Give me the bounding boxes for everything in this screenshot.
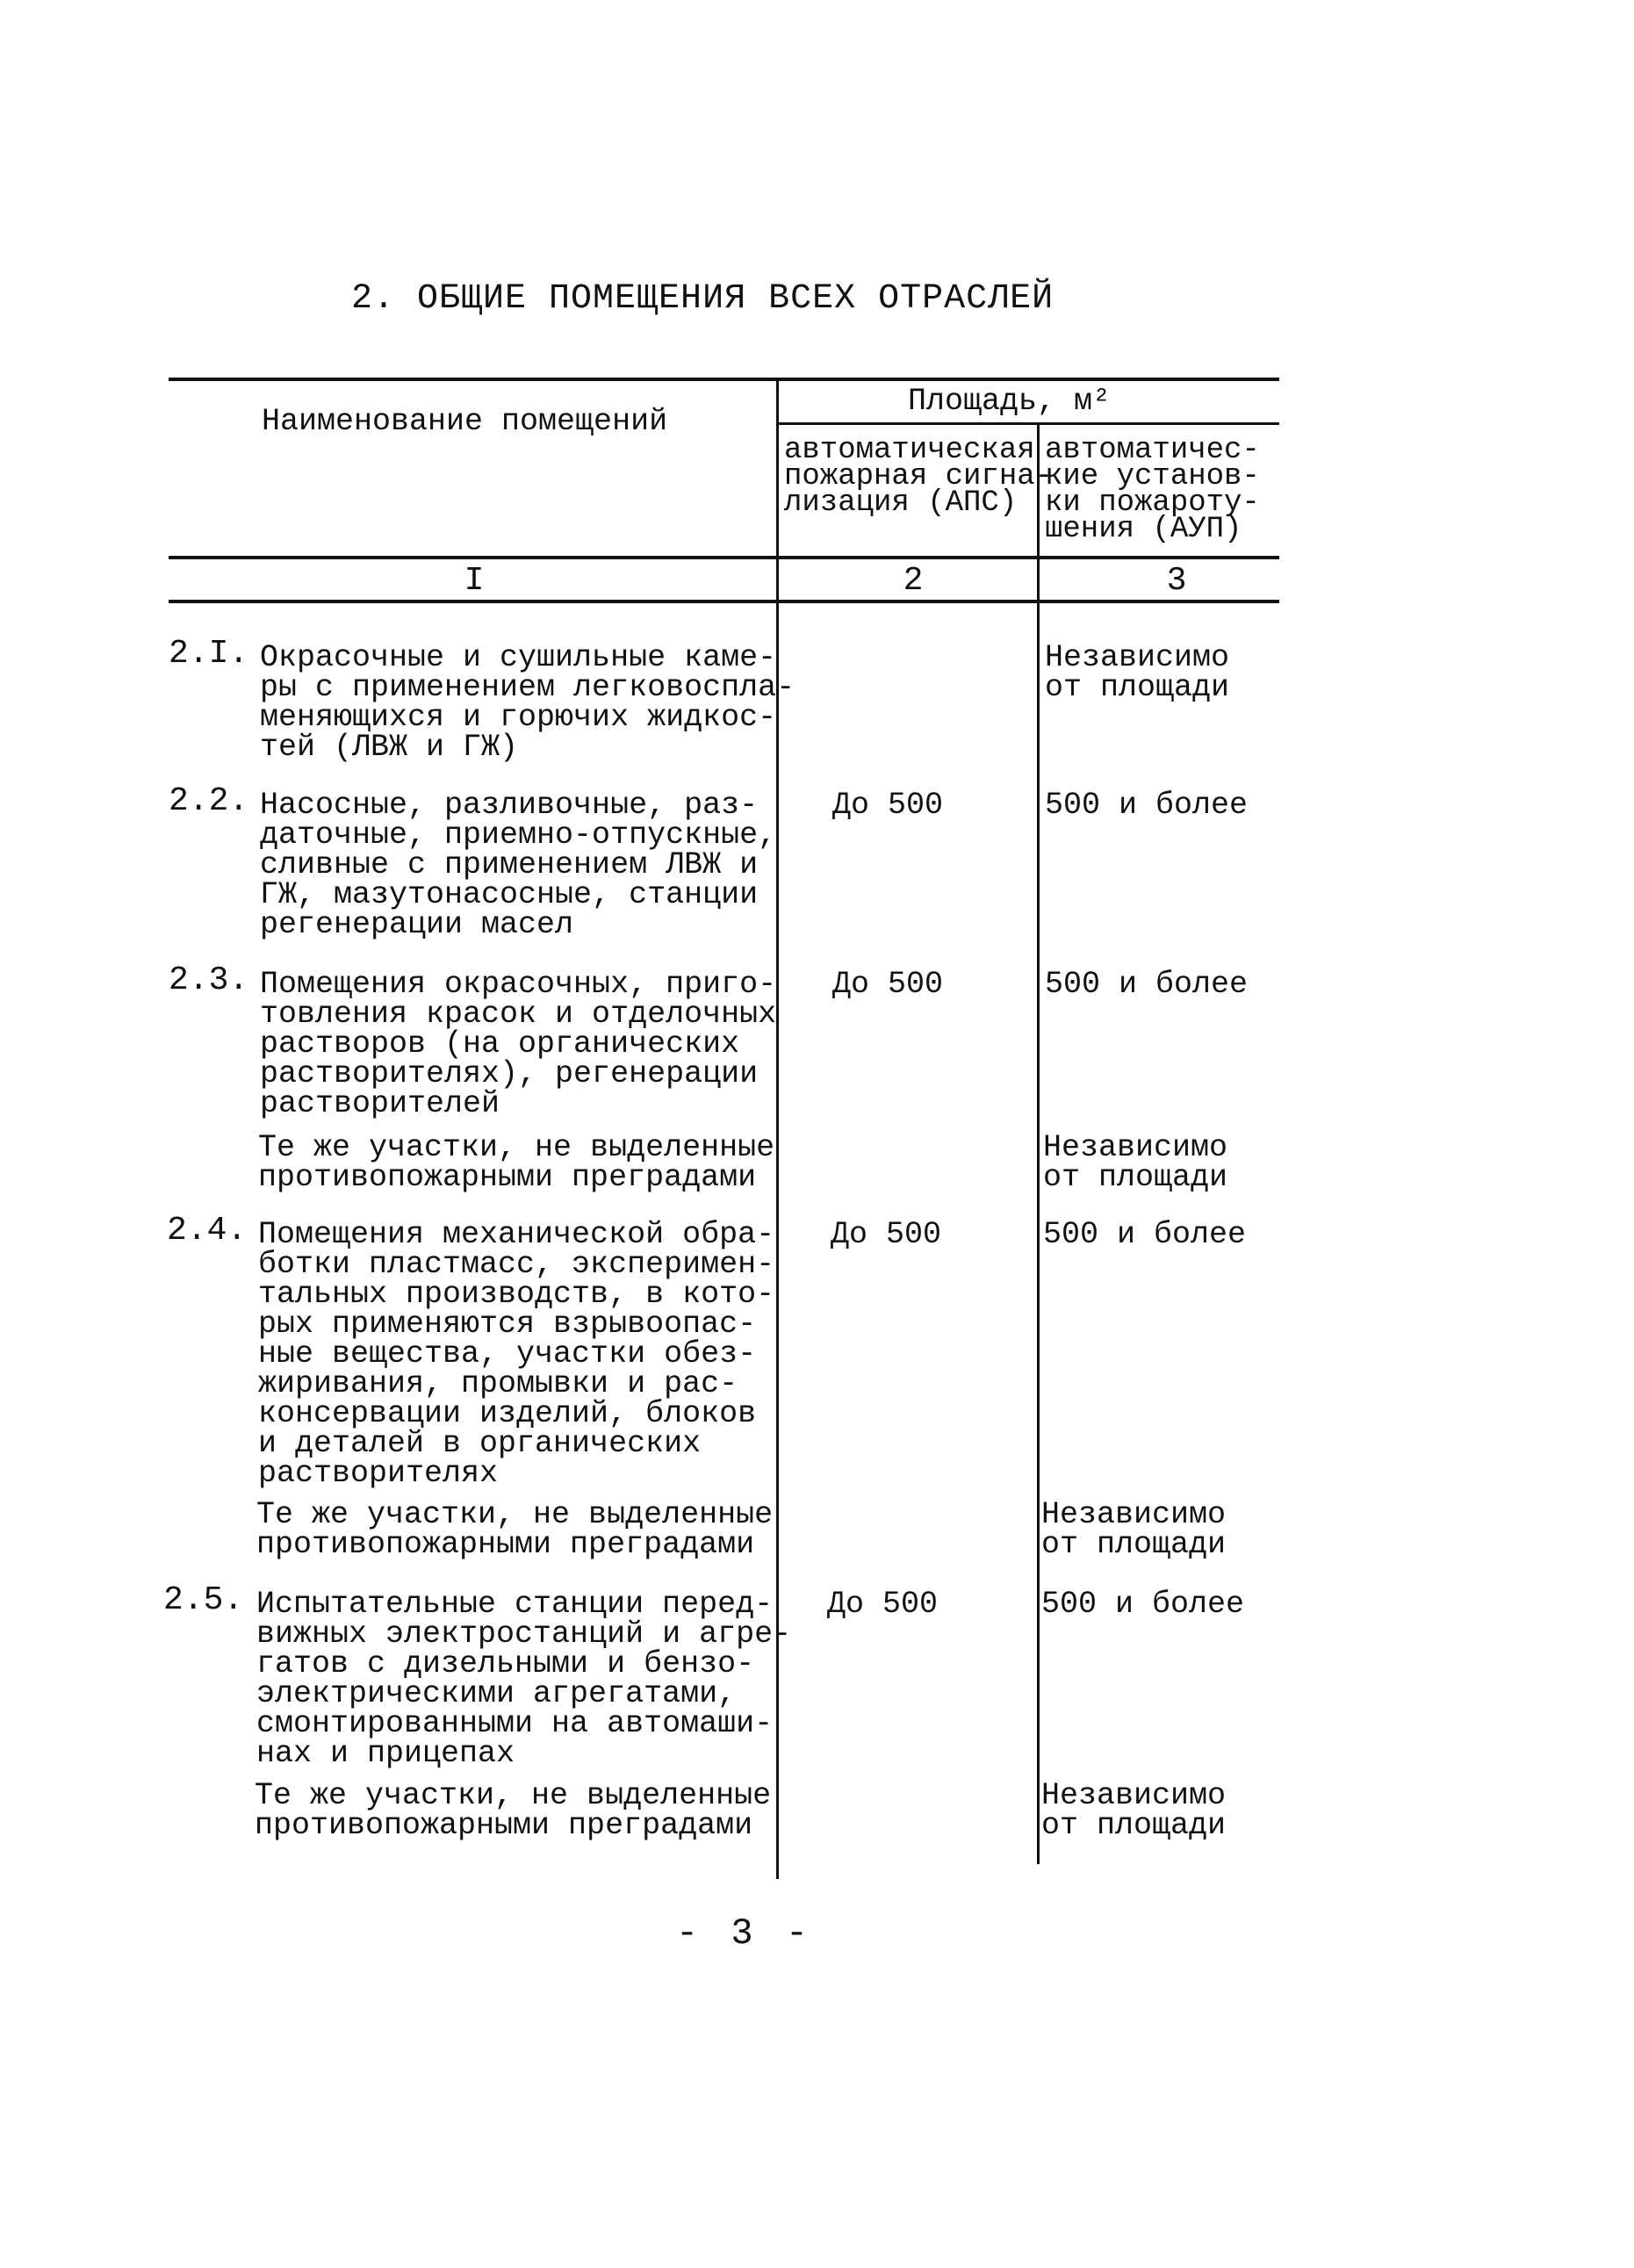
row-number: 2.5. <box>163 1581 244 1619</box>
area-header-rule <box>778 422 1279 425</box>
row-aup: Независимо от площади <box>1041 1778 1227 1843</box>
header-name: Наименование помещений <box>262 404 668 439</box>
row-name: Те же участки, не выделенные противопожарными преградами <box>256 1497 774 1562</box>
header-aup: автоматичес- кие установ- ки пожароту- шения (АУП) <box>1045 434 1260 546</box>
row-aup: Независимо от площади <box>1043 1130 1228 1195</box>
row-name: Окрасочные и сушильные каме- ры с применением легковоспла- меняющихся и горючих жидкос- тей (ЛВЖ и ГЖ) <box>260 640 795 765</box>
row-aup: 500 и более <box>1043 1217 1247 1252</box>
row-name: Те же участки, не выделенные противопожарными преградами <box>255 1778 772 1843</box>
row-name: Испытательные станции перед- вижных электростанций и агре- гатов с дизельными и бензо- электрическими агрегатами, смонтированными на автомаши- нах и прицепах <box>256 1587 792 1771</box>
row-name: Помещения окрасочных, приго- товления красок и отделочных растворов (на органических растворителях), регенерации растворителей <box>260 967 777 1121</box>
row-name: Помещения механической обра- ботки пластмасс, эксперимен- тальных производств, в кото- рых применяются взрывоопас- ные вещества, участки обез- жиривания, промывки и рас- консервации изделий, блоков и деталей в органических растворителях <box>258 1217 775 1491</box>
column-divider-2 <box>1037 422 1040 1864</box>
section-title: 2. ОБЩИЕ ПОМЕЩЕНИЯ ВСЕХ ОТРАСЛЕЙ <box>351 279 1055 319</box>
row-name: Те же участки, не выделенные противопожарными преградами <box>258 1130 775 1195</box>
row-aps: До 500 <box>832 788 944 823</box>
row-aup: Независимо от площади <box>1041 1497 1227 1562</box>
header-area: Площадь, м² <box>908 384 1112 419</box>
row-number: 2.3. <box>169 961 249 999</box>
column-number-rule <box>169 600 1279 603</box>
page-number: - 3 - <box>676 1912 814 1955</box>
row-aup: 500 и более <box>1045 967 1249 1002</box>
row-name: Насосные, разливочные, раз- даточные, приемно-отпускные, сливные с применением ЛВЖ и ГЖ, мазутонасосные, станции регенерации масел <box>260 788 777 942</box>
row-aps: До 500 <box>827 1587 939 1622</box>
row-number: 2.I. <box>169 635 249 673</box>
row-number: 2.4. <box>167 1212 248 1249</box>
row-aup: Независимо от площади <box>1045 640 1230 705</box>
header-bottom-rule <box>169 556 1279 559</box>
row-aps: До 500 <box>832 967 944 1002</box>
column-number-3: 3 <box>1166 562 1187 600</box>
row-aup: 500 и более <box>1041 1587 1245 1622</box>
row-aup: 500 и более <box>1045 788 1249 823</box>
row-aps: До 500 <box>831 1217 942 1252</box>
row-number: 2.2. <box>169 782 249 820</box>
column-number-1: I <box>464 562 485 600</box>
table-top-rule <box>169 378 1279 381</box>
header-aps: автоматическая пожарная сигна- лизация (АПС) <box>784 434 1054 520</box>
column-number-2: 2 <box>903 562 924 600</box>
